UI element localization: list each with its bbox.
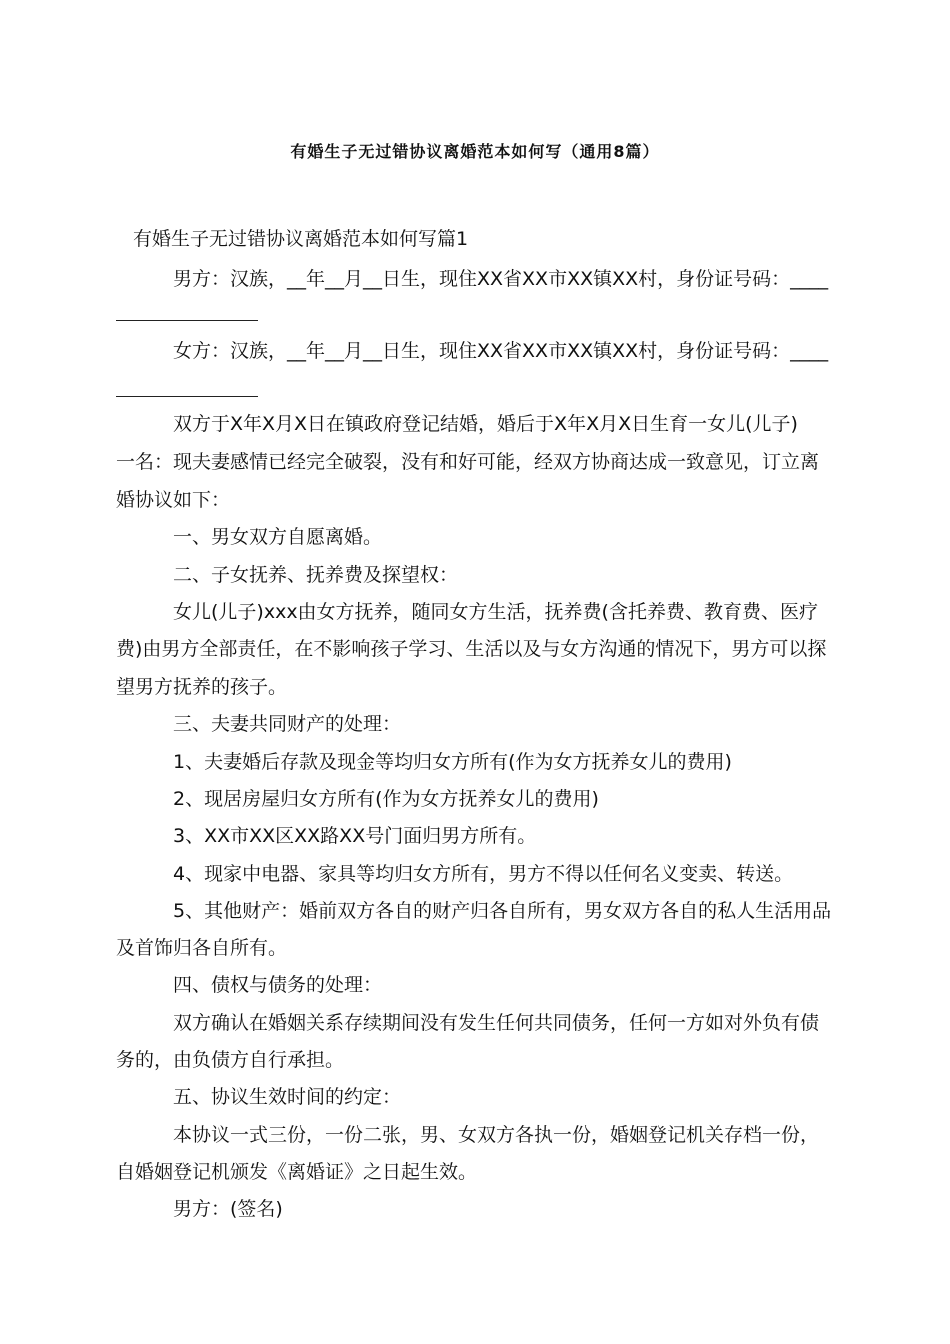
paragraph-line: 本协议一式三份，一份二张，男、女双方各执一份，婚姻登记机关存档一份， bbox=[173, 1124, 820, 1146]
section-heading: 有婚生子无过错协议离婚范本如何写篇1 bbox=[133, 228, 469, 250]
paragraph-line: 双方确认在婚姻关系存续期间没有发生任何共同债务，任何一方如对外负有债 bbox=[173, 1012, 820, 1034]
paragraph-line: 2、现居房屋归女方所有(作为女方抚养女儿的费用) bbox=[173, 788, 599, 810]
paragraph-line: 双方于X年X月X日在镇政府登记结婚，婚后于X年X月X日生育一女儿(儿子) bbox=[173, 413, 798, 435]
paragraph-line: 女儿(儿子)xxx由女方抚养，随同女方生活，抚养费(含托养费、教育费、医疗 bbox=[173, 601, 818, 623]
paragraph-line: 五、协议生效时间的约定： bbox=[173, 1086, 402, 1108]
paragraph-line: 三、夫妻共同财产的处理： bbox=[173, 713, 402, 735]
signature-line: 男方：(签名) bbox=[173, 1198, 283, 1220]
paragraph-line: 4、现家中电器、家具等均归女方所有，男方不得以任何名义变卖、转送。 bbox=[173, 863, 794, 885]
underline-rule bbox=[116, 320, 258, 321]
paragraph-line: 自婚姻登记机颁发《离婚证》之日起生效。 bbox=[116, 1161, 478, 1183]
paragraph-line: 四、债权与债务的处理： bbox=[173, 974, 383, 996]
paragraph-line: 女方：汉族，__年__月__日生，现住XX省XX市XX镇XX村，身份证号码：____ bbox=[173, 340, 829, 362]
underline-rule bbox=[116, 396, 258, 397]
document-title: 有婚生子无过错协议离婚范本如何写（通用8篇） bbox=[290, 142, 660, 161]
paragraph-line: 及首饰归各自所有。 bbox=[116, 937, 288, 959]
paragraph-line: 5、其他财产：婚前双方各自的财产归各自所有，男女双方各自的私人生活用品 bbox=[173, 900, 832, 922]
paragraph-line: 婚协议如下： bbox=[116, 489, 231, 511]
paragraph-line: 3、XX市XX区XX路XX号门面归男方所有。 bbox=[173, 825, 537, 847]
paragraph-line: 一名：现夫妻感情已经完全破裂，没有和好可能，经双方协商达成一致意见，订立离 bbox=[116, 451, 820, 473]
paragraph-line: 一、男女双方自愿离婚。 bbox=[173, 526, 383, 548]
paragraph-line: 二、子女抚养、抚养费及探望权： bbox=[173, 564, 459, 586]
paragraph-line: 望男方抚养的孩子。 bbox=[116, 676, 288, 698]
paragraph-line: 务的，由负债方自行承担。 bbox=[116, 1049, 345, 1071]
paragraph-line: 1、夫妻婚后存款及现金等均归女方所有(作为女方抚养女儿的费用) bbox=[173, 751, 732, 773]
paragraph-line: 费)由男方全部责任，在不影响孩子学习、生活以及与女方沟通的情况下，男方可以探 bbox=[116, 638, 827, 660]
paragraph-line: 男方：汉族，__年__月__日生，现住XX省XX市XX镇XX村，身份证号码：____ bbox=[173, 268, 829, 290]
